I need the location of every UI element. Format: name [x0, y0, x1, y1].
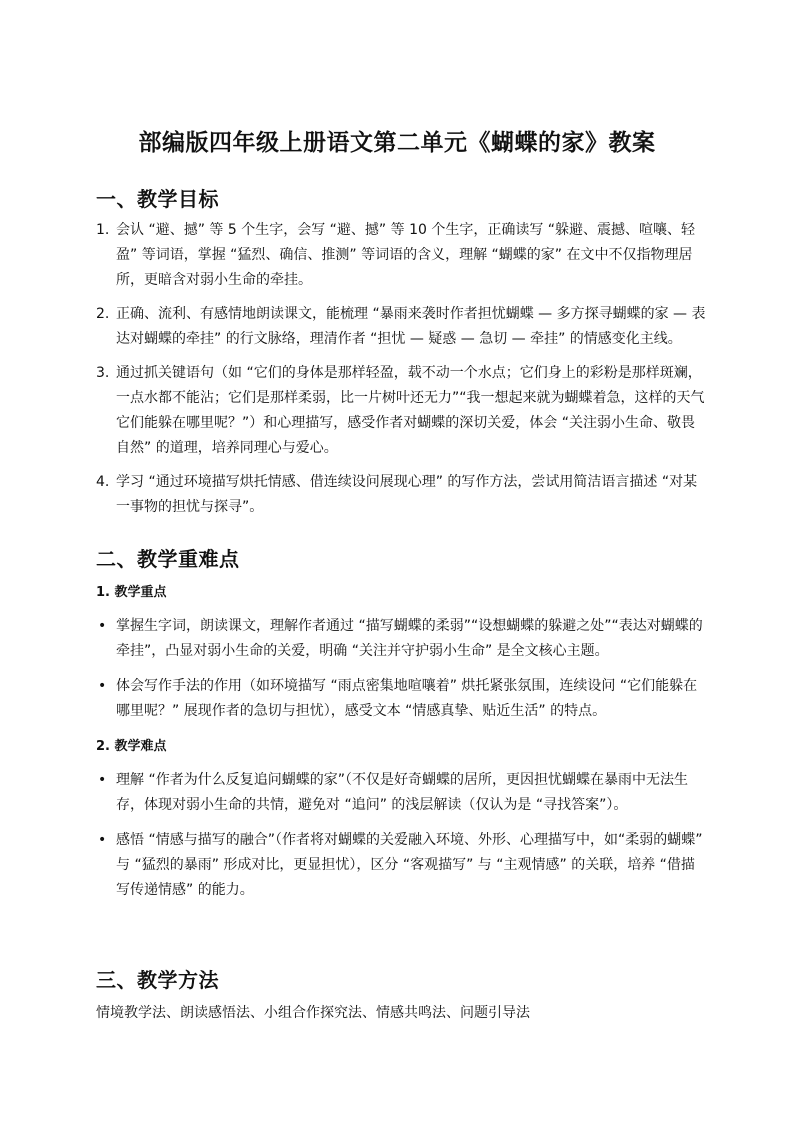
- list-item: [96, 614, 708, 664]
- list-item: [96, 828, 708, 903]
- methods-text: 情境教学法、朗读感悟法、小组合作探究法、情感共鸣法、问题引导法: [96, 1005, 530, 1021]
- document-title: 部编版四年级上册语文第二单元《蝴蝶的家》教案: [138, 129, 656, 156]
- subheading-difficulties: 2. 教学难点: [96, 739, 167, 754]
- subheading-key-points: 1. 教学重点: [96, 585, 167, 600]
- list-item: [96, 470, 708, 520]
- list-item-text: 会认 “避、撼” 等 5 个生字，会写 “避、撼” 等 10 个生字，正确读写 “躲避、震撼、喧嚷、轻盈” 等词语，掌握 “猛烈、确信、推测” 等词语的含义，理解 “蝴蝶的家” 在文中不仅指物理居所，更暗含对弱小生命的牵挂。: [116, 222, 696, 288]
- list-item-text: 通过抓关键语句（如 “它们的身体是那样轻盈，载不动一个水点；它们身上的彩粉是那样斑斓，一点水都不能沾；它们是那样柔弱，比一片树叶还无力”“我一想起来就为蝴蝶着急，这样的天气它们能躲在哪里呢？”）和心理描写，感受作者对蝴蝶的深切关爱，体会 “关注弱小生命、敬畏自然” 的道理，培养同理心与爱心。: [116, 365, 705, 456]
- bullet-icon: •: [98, 618, 107, 634]
- list-item-text: 正确、流利、有感情地朗读课文，能梳理 “暴雨来袭时作者担忧蝴蝶 — 多方探寻蝴蝶的家 — 表达对蝴蝶的牵挂” 的行文脉络，理清作者 “担忧 — 疑惑 — 急切 — 牵挂” 的情感变化主线。: [116, 306, 706, 347]
- list-number: 2.: [96, 306, 110, 322]
- list-item-text: 理解 “作者为什么反复追问蝴蝶的家”（不仅是好奇蝴蝶的居所，更因担忧蝴蝶在暴雨中无法生存，体现对弱小生命的共情，避免对 “追问” 的浅层解读（仅认为是 “寻找答案”）。: [116, 772, 688, 813]
- list-number: 1.: [96, 222, 110, 238]
- section-heading-methods: 三、教学方法: [96, 968, 219, 992]
- list-item-text: 感悟 “情感与描写的融合”（作者将对蝴蝶的关爱融入环境、外形、心理描写中，如“柔弱的蝴蝶” 与 “猛烈的暴雨” 形成对比，更显担忧），区分 “客观描写” 与 “主观情感” 的关联，培养 “借描写传递情感” 的能力。: [116, 832, 703, 898]
- list-number: 4.: [96, 474, 110, 490]
- list-item: [96, 768, 708, 818]
- list-item-text: 掌握生字词，朗读课文，理解作者通过 “描写蝴蝶的柔弱”“设想蝴蝶的躲避之处”“表达对蝴蝶的牵挂”，凸显对弱小生命的关爱，明确 “关注并守护弱小生命” 是全文核心主题。: [116, 618, 703, 659]
- list-item-text: 体会写作手法的作用（如环境描写 “雨点密集地喧嚷着” 烘托紧张氛围，连续设问 “它们能躲在哪里呢？” 展现作者的急切与担忧），感受文本 “情感真挚、贴近生活” 的特点。: [116, 678, 698, 719]
- bullet-icon: •: [98, 678, 107, 694]
- section-heading-objectives: 一、教学目标: [96, 187, 219, 211]
- list-item-text: 学习 “通过环境描写烘托情感、借连续设问展现心理” 的写作方法，尝试用简洁语言描述 “对某一事物的担忧与探寻”。: [116, 474, 698, 515]
- key-points-block: [96, 580, 708, 913]
- list-item: [96, 674, 708, 724]
- list-item: [96, 218, 708, 293]
- bullet-icon: •: [98, 772, 107, 788]
- section-heading-key-points: 二、教学重难点: [96, 547, 240, 571]
- list-item: [96, 302, 708, 352]
- bullet-icon: •: [98, 832, 107, 848]
- objectives-list: [96, 218, 708, 529]
- list-item: [96, 361, 708, 461]
- list-number: 3.: [96, 365, 110, 381]
